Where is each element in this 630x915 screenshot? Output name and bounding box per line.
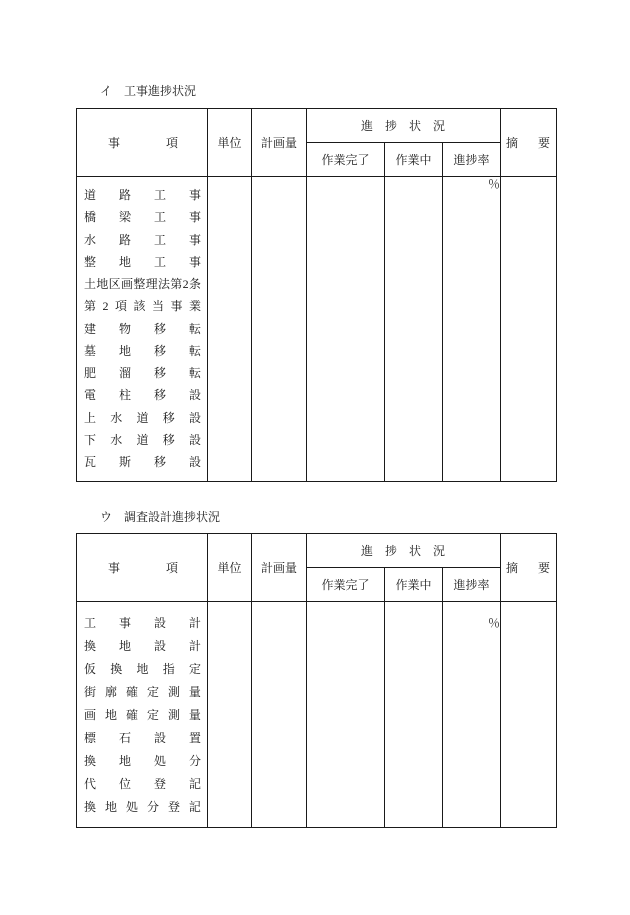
survey-design-progress-table [76, 533, 557, 828]
cell-done [307, 177, 385, 482]
header-row [77, 109, 557, 143]
cell-items [77, 177, 208, 482]
list-item: 標 石 設 置 [84, 731, 201, 745]
percent-sign: ％ [487, 616, 500, 630]
header-done: 作業完了 [307, 568, 385, 602]
body-row [77, 177, 557, 482]
list-item: 瓦 斯 移 設 [84, 455, 201, 469]
header-item-label: 事 項 [108, 560, 178, 575]
header-unit: 単位 [208, 534, 252, 602]
list-item: 換 地 処 分 [84, 754, 201, 768]
list-item: 下 水 道 移 設 [84, 432, 201, 447]
header-progress-cell [307, 109, 501, 143]
cell-remarks [501, 602, 557, 828]
header-progress-cell [307, 534, 501, 568]
header-rate: 進捗率 [443, 143, 501, 177]
cell-plan [252, 602, 307, 828]
header-row [77, 534, 557, 568]
cell-unit [208, 177, 252, 482]
construction-progress-table [76, 108, 557, 482]
header-in-progress: 作業中 [385, 143, 443, 177]
header-progress-label: 進 捗 状 況 [361, 543, 445, 558]
header-in-progress: 作業中 [385, 568, 443, 602]
section-title-construction-progress: イ 工事進捗状況 [100, 84, 197, 98]
header-item-cell [77, 109, 208, 177]
cell-items [77, 602, 208, 828]
list-item: 換 地 処 分 登 記 [84, 800, 201, 814]
header-remarks-label: 摘 要 [506, 560, 550, 575]
list-item: 土 地 区 画 整 理 法 第 2 条 [84, 277, 201, 291]
header-plan: 計画量 [252, 109, 307, 177]
header-done: 作業完了 [307, 143, 385, 177]
list-item: 橋 梁 工 事 [84, 210, 201, 225]
percent-sign: ％ [487, 177, 500, 191]
item-list [77, 177, 207, 473]
section-title-survey-design-progress: ウ 調査設計進捗状況 [100, 510, 221, 524]
header-remarks-cell [501, 109, 557, 177]
cell-done [307, 602, 385, 828]
header-remarks-label: 摘 要 [506, 135, 550, 150]
list-item: 第 2 項 該 当 事 業 [84, 299, 201, 314]
cell-unit [208, 602, 252, 828]
header-item-cell [77, 534, 208, 602]
list-item: 仮 換 地 指 定 [84, 662, 201, 676]
list-item: 電 柱 移 設 [84, 388, 201, 403]
cell-rate [443, 177, 501, 482]
list-item: 道 路 工 事 [84, 188, 201, 202]
item-list [77, 602, 207, 819]
list-item: 整 地 工 事 [84, 254, 201, 269]
cell-in-progress [385, 177, 443, 482]
list-item: 画 地 確 定 測 量 [84, 708, 201, 722]
list-item: 街 廓 確 定 測 量 [84, 685, 201, 699]
list-item: 肥 溜 移 転 [84, 366, 201, 380]
header-rate: 進捗率 [443, 568, 501, 602]
list-item: 墓 地 移 転 [84, 343, 201, 358]
list-item: 代 位 登 記 [84, 777, 201, 791]
cell-remarks [501, 177, 557, 482]
cell-plan [252, 177, 307, 482]
header-unit: 単位 [208, 109, 252, 177]
cell-in-progress [385, 602, 443, 828]
list-item: 水 路 工 事 [84, 232, 201, 247]
header-item-label: 事 項 [108, 135, 178, 150]
header-progress-label: 進 捗 状 況 [361, 118, 445, 133]
header-plan: 計画量 [252, 534, 307, 602]
list-item: 上 水 道 移 設 [84, 410, 201, 425]
body-row [77, 602, 557, 828]
cell-rate [443, 602, 501, 828]
list-item: 建 物 移 転 [84, 321, 201, 336]
list-item: 換 地 設 計 [84, 639, 201, 653]
header-remarks-cell [501, 534, 557, 602]
list-item: 工 事 設 計 [84, 616, 201, 630]
